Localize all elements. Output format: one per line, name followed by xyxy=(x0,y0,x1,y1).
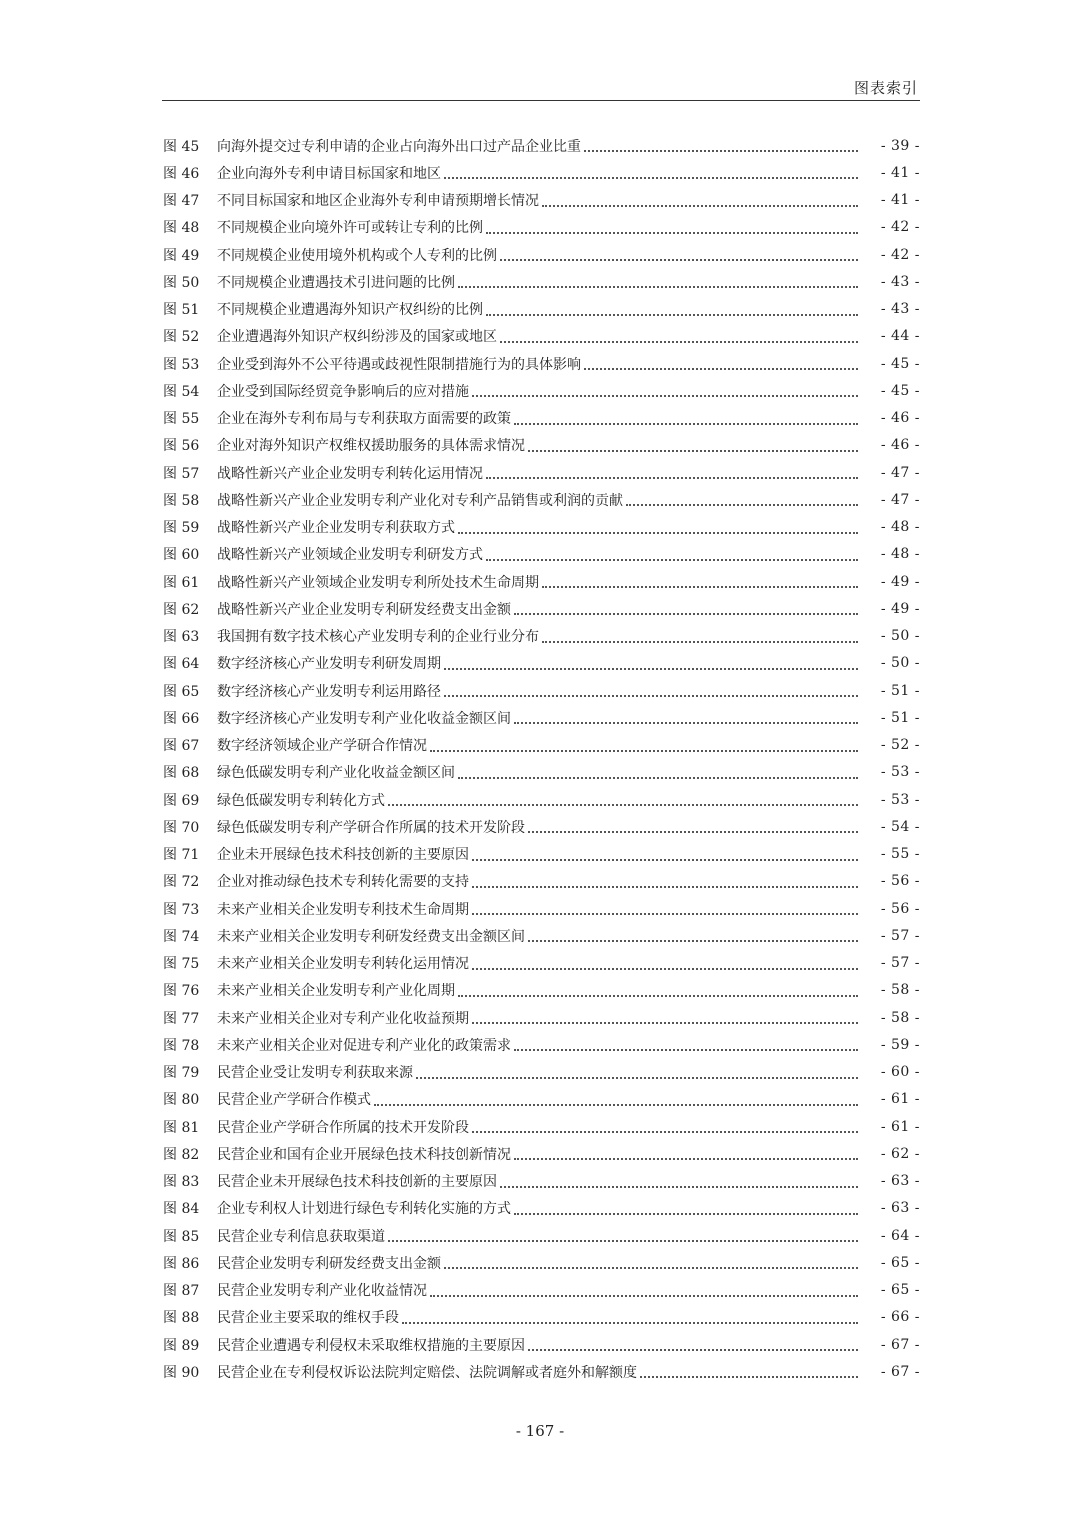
figure-label: 图 81 xyxy=(163,1119,200,1136)
page-ref: - 61 - xyxy=(880,1118,920,1135)
toc-entry[interactable] xyxy=(163,1140,920,1167)
figure-title: 不同规模企业遭遇技术引进问题的比例 xyxy=(217,274,455,291)
dot-leader xyxy=(514,1157,858,1160)
running-header-title: 图表索引 xyxy=(853,79,918,97)
figure-label: 图 49 xyxy=(163,247,200,264)
dot-leader xyxy=(444,176,858,179)
toc-entry[interactable] xyxy=(163,132,920,159)
dot-leader xyxy=(402,1321,858,1324)
page-ref: - 63 - xyxy=(880,1200,920,1217)
dot-leader xyxy=(528,830,858,833)
figure-label: 图 74 xyxy=(163,928,200,945)
toc-entry[interactable] xyxy=(163,677,920,704)
figure-title: 民营企业发明专利研发经费支出金额 xyxy=(217,1255,441,1272)
dot-leader xyxy=(458,994,858,997)
figure-label: 图 75 xyxy=(163,956,200,973)
figure-label: 图 63 xyxy=(163,629,200,646)
page-ref: - 67 - xyxy=(880,1363,920,1380)
figure-label: 图 78 xyxy=(163,1037,200,1054)
page-ref: - 47 - xyxy=(880,491,920,508)
page-ref: - 58 - xyxy=(880,1009,920,1026)
dot-leader xyxy=(528,939,858,942)
page-ref: - 59 - xyxy=(880,1036,920,1053)
toc-entry[interactable] xyxy=(163,1086,920,1113)
figure-title: 民营企业遭遇专利侵权未采取维权措施的主要原因 xyxy=(217,1337,525,1354)
figure-label: 图 73 xyxy=(163,901,200,918)
figure-label: 图 46 xyxy=(163,165,200,182)
toc-entry[interactable] xyxy=(163,432,920,459)
figure-label: 图 60 xyxy=(163,547,200,564)
page-ref: - 55 - xyxy=(880,846,920,863)
page-ref: - 56 - xyxy=(880,873,920,890)
figure-title: 绿色低碳发明专利产学研合作所属的技术开发阶段 xyxy=(217,819,525,836)
figure-title: 企业向海外专利申请目标国家和地区 xyxy=(217,165,441,182)
dot-leader xyxy=(486,476,858,479)
figure-label: 图 52 xyxy=(163,329,200,346)
dot-leader xyxy=(472,1021,858,1024)
figure-label: 图 62 xyxy=(163,601,200,618)
dot-leader xyxy=(486,313,858,316)
page-ref: - 48 - xyxy=(880,546,920,563)
toc-entry[interactable] xyxy=(163,1222,920,1249)
dot-leader xyxy=(458,776,858,779)
dot-leader xyxy=(430,1294,858,1297)
dot-leader xyxy=(500,1185,858,1188)
figure-title: 数字经济领域企业产学研合作情况 xyxy=(217,738,427,755)
figure-title: 未来产业相关企业发明专利转化运用情况 xyxy=(217,956,469,973)
figure-label: 图 88 xyxy=(163,1310,200,1327)
page-ref: - 45 - xyxy=(880,355,920,372)
toc-entry[interactable] xyxy=(163,895,920,922)
header-divider xyxy=(162,100,920,101)
page-ref: - 47 - xyxy=(880,464,920,481)
figure-title: 未来产业相关企业发明专利产业化周期 xyxy=(217,983,455,1000)
figure-title: 绿色低碳发明专利产业化收益金额区间 xyxy=(217,765,455,782)
page-ref: - 65 - xyxy=(880,1254,920,1271)
figure-label: 图 70 xyxy=(163,819,200,836)
figure-title: 绿色低碳发明专利转化方式 xyxy=(217,792,385,809)
figure-label: 图 66 xyxy=(163,710,200,727)
page-ref: - 51 - xyxy=(880,682,920,699)
toc-entry[interactable] xyxy=(163,1358,920,1385)
page-ref: - 67 - xyxy=(880,1336,920,1353)
figure-title: 我国拥有数字技术核心产业发明专利的企业行业分布 xyxy=(217,629,539,646)
toc-entry[interactable] xyxy=(163,568,920,595)
dot-leader xyxy=(514,422,858,425)
figure-title: 未来产业相关企业对专利产业化收益预期 xyxy=(217,1010,469,1027)
figure-label: 图 55 xyxy=(163,411,200,428)
page-ref: - 41 - xyxy=(880,192,920,209)
figure-label: 图 69 xyxy=(163,792,200,809)
toc-entry[interactable] xyxy=(163,813,920,840)
toc-entry[interactable] xyxy=(163,377,920,404)
figure-title: 不同规模企业使用境外机构或个人专利的比例 xyxy=(217,247,497,264)
page-ref: - 46 - xyxy=(880,410,920,427)
toc-entry[interactable] xyxy=(163,786,920,813)
figure-title: 数字经济核心产业发明专利产业化收益金额区间 xyxy=(217,710,511,727)
figure-label: 图 83 xyxy=(163,1174,200,1191)
figure-label: 图 89 xyxy=(163,1337,200,1354)
figure-label: 图 45 xyxy=(163,138,200,155)
page-ref: - 57 - xyxy=(880,927,920,944)
figure-title: 民营企业和国有企业开展绿色技术科技创新情况 xyxy=(217,1146,511,1163)
figure-title: 不同目标国家和地区企业海外专利申请预期增长情况 xyxy=(217,193,539,210)
figure-title: 向海外提交过专利申请的企业占向海外出口过产品企业比重 xyxy=(217,138,581,155)
toc-entry[interactable] xyxy=(163,187,920,214)
toc-entry[interactable] xyxy=(163,1168,920,1195)
figure-label: 图 59 xyxy=(163,520,200,537)
figure-title: 战略性新兴产业领域企业发明专利所处技术生命周期 xyxy=(217,574,539,591)
page-ref: - 49 - xyxy=(880,600,920,617)
figure-title: 战略性新兴产业企业发明专利产业化对专利产品销售或利润的贡献 xyxy=(217,492,623,509)
figure-label: 图 57 xyxy=(163,465,200,482)
figure-title: 战略性新兴产业企业发明专利获取方式 xyxy=(217,520,455,537)
figure-title: 未来产业相关企业发明专利技术生命周期 xyxy=(217,901,469,918)
toc-entry[interactable] xyxy=(163,1059,920,1086)
toc-entry[interactable] xyxy=(163,1113,920,1140)
figure-title: 战略性新兴产业企业发明专利转化运用情况 xyxy=(217,465,483,482)
dot-leader xyxy=(500,258,858,261)
toc-entry[interactable] xyxy=(163,732,920,759)
figure-label: 图 76 xyxy=(163,983,200,1000)
figure-title: 民营企业主要采取的维权手段 xyxy=(217,1310,399,1327)
figure-label: 图 54 xyxy=(163,383,200,400)
figure-title: 民营企业在专利侵权诉讼法院判定赔偿、法院调解或者庭外和解额度 xyxy=(217,1364,637,1381)
figure-label: 图 50 xyxy=(163,274,200,291)
dot-leader xyxy=(444,694,858,697)
toc-entry[interactable] xyxy=(163,514,920,541)
figure-label: 图 67 xyxy=(163,738,200,755)
dot-leader xyxy=(514,1212,858,1215)
figure-title: 企业在海外专利布局与专利获取方面需要的政策 xyxy=(217,411,511,428)
figure-title: 企业受到海外不公平待遇或歧视性限制措施行为的具体影响 xyxy=(217,356,581,373)
figure-label: 图 72 xyxy=(163,874,200,891)
dot-leader xyxy=(416,1076,858,1079)
toc-entry[interactable] xyxy=(163,759,920,786)
dot-leader xyxy=(542,204,858,207)
dot-leader xyxy=(528,1348,858,1351)
figure-label: 图 61 xyxy=(163,574,200,591)
figure-title: 民营企业产学研合作所属的技术开发阶段 xyxy=(217,1119,469,1136)
figure-label: 图 64 xyxy=(163,656,200,673)
dot-leader xyxy=(514,721,858,724)
figure-title: 企业对推动绿色技术专利转化需要的支持 xyxy=(217,874,469,891)
figure-title: 企业对海外知识产权维权援助服务的具体需求情况 xyxy=(217,438,525,455)
toc-entry[interactable] xyxy=(163,350,920,377)
dot-leader xyxy=(430,749,858,752)
page-ref: - 41 - xyxy=(880,164,920,181)
toc-entry[interactable] xyxy=(163,1031,920,1058)
dot-leader xyxy=(444,1266,858,1269)
page-ref: - 42 - xyxy=(880,219,920,236)
dot-leader xyxy=(472,858,858,861)
dot-leader xyxy=(374,1103,858,1106)
figure-label: 图 90 xyxy=(163,1364,200,1381)
toc-entry[interactable] xyxy=(163,977,920,1004)
dot-leader xyxy=(514,612,858,615)
toc-entry[interactable] xyxy=(163,1004,920,1031)
page-ref: - 60 - xyxy=(880,1064,920,1081)
figure-label: 图 84 xyxy=(163,1201,200,1218)
toc-entry[interactable] xyxy=(163,486,920,513)
toc-entry[interactable] xyxy=(163,323,920,350)
dot-leader xyxy=(542,640,858,643)
figure-title: 数字经济核心产业发明专利运用路径 xyxy=(217,683,441,700)
toc-entry[interactable] xyxy=(163,1331,920,1358)
toc-entry[interactable] xyxy=(163,868,920,895)
toc-entry[interactable] xyxy=(163,296,920,323)
figure-title: 民营企业受让发明专利获取来源 xyxy=(217,1065,413,1082)
page-ref: - 43 - xyxy=(880,301,920,318)
page-ref: - 53 - xyxy=(880,791,920,808)
figure-title: 不同规模企业向境外许可或转让专利的比例 xyxy=(217,220,483,237)
figure-title: 民营企业产学研合作模式 xyxy=(217,1092,371,1109)
toc-entry[interactable] xyxy=(163,841,920,868)
toc-entry[interactable] xyxy=(163,704,920,731)
toc-entry[interactable] xyxy=(163,1195,920,1222)
figure-label: 图 48 xyxy=(163,220,200,237)
toc-entry[interactable] xyxy=(163,1277,920,1304)
dot-leader xyxy=(500,340,858,343)
dot-leader xyxy=(472,1130,858,1133)
page-ref: - 62 - xyxy=(880,1145,920,1162)
page-ref: - 45 - xyxy=(880,382,920,399)
dot-leader xyxy=(514,1048,858,1051)
page-ref: - 53 - xyxy=(880,764,920,781)
toc-entry[interactable] xyxy=(163,268,920,295)
toc-entry[interactable] xyxy=(163,405,920,432)
figure-label: 图 82 xyxy=(163,1146,200,1163)
page-ref: - 44 - xyxy=(880,328,920,345)
page-ref: - 65 - xyxy=(880,1282,920,1299)
dot-leader xyxy=(486,558,858,561)
dot-leader xyxy=(486,231,858,234)
page-ref: - 66 - xyxy=(880,1309,920,1326)
dot-leader xyxy=(640,1375,858,1378)
dot-leader xyxy=(542,585,858,588)
page-ref: - 42 - xyxy=(880,246,920,263)
dot-leader xyxy=(584,367,858,370)
page-ref: - 64 - xyxy=(880,1227,920,1244)
dot-leader xyxy=(626,503,858,506)
figure-label: 图 51 xyxy=(163,302,200,319)
figure-label: 图 80 xyxy=(163,1092,200,1109)
figure-title: 民营企业未开展绿色技术科技创新的主要原因 xyxy=(217,1174,497,1191)
dot-leader xyxy=(472,967,858,970)
figure-label: 图 58 xyxy=(163,492,200,509)
toc-entry[interactable] xyxy=(163,623,920,650)
figure-label: 图 79 xyxy=(163,1065,200,1082)
page-ref: - 48 - xyxy=(880,519,920,536)
toc-entry[interactable] xyxy=(163,650,920,677)
toc-entry[interactable] xyxy=(163,214,920,241)
figure-label: 图 85 xyxy=(163,1228,200,1245)
page-ref: - 61 - xyxy=(880,1091,920,1108)
page-ref: - 58 - xyxy=(880,982,920,999)
page-ref: - 56 - xyxy=(880,900,920,917)
page-ref: - 50 - xyxy=(880,655,920,672)
figure-title: 企业遭遇海外知识产权纠纷涉及的国家或地区 xyxy=(217,329,497,346)
dot-leader xyxy=(472,885,858,888)
toc-entry[interactable] xyxy=(163,1304,920,1331)
page-ref: - 49 - xyxy=(880,573,920,590)
figure-label: 图 53 xyxy=(163,356,200,373)
figure-title: 战略性新兴产业领域企业发明专利研发方式 xyxy=(217,547,483,564)
page-ref: - 43 - xyxy=(880,273,920,290)
figure-title: 民营企业发明专利产业化收益情况 xyxy=(217,1283,427,1300)
toc-entry[interactable] xyxy=(163,541,920,568)
figure-title: 未来产业相关企业发明专利研发经费支出金额区间 xyxy=(217,928,525,945)
dot-leader xyxy=(388,1239,858,1242)
figure-title: 不同规模企业遭遇海外知识产权纠纷的比例 xyxy=(217,302,483,319)
figure-index-list xyxy=(163,132,920,1386)
figure-title: 未来产业相关企业对促进专利产业化的政策需求 xyxy=(217,1037,511,1054)
dot-leader xyxy=(458,531,858,534)
page-ref: - 51 - xyxy=(880,709,920,726)
dot-leader xyxy=(444,667,858,670)
toc-entry[interactable] xyxy=(163,241,920,268)
toc-entry[interactable] xyxy=(163,595,920,622)
page-ref: - 57 - xyxy=(880,955,920,972)
figure-label: 图 65 xyxy=(163,683,200,700)
dot-leader xyxy=(584,149,858,152)
toc-entry[interactable] xyxy=(163,922,920,949)
toc-entry[interactable] xyxy=(163,1249,920,1276)
figure-label: 图 47 xyxy=(163,193,200,210)
page-ref: - 52 - xyxy=(880,737,920,754)
page-ref: - 39 - xyxy=(880,137,920,154)
toc-entry[interactable] xyxy=(163,459,920,486)
figure-title: 数字经济核心产业发明专利研发周期 xyxy=(217,656,441,673)
page-ref: - 46 - xyxy=(880,437,920,454)
dot-leader xyxy=(528,449,858,452)
toc-entry[interactable] xyxy=(163,950,920,977)
dot-leader xyxy=(458,285,858,288)
figure-label: 图 86 xyxy=(163,1255,200,1272)
page-number: - 167 - xyxy=(515,1422,565,1440)
page-ref: - 54 - xyxy=(880,818,920,835)
figure-title: 企业未开展绿色技术科技创新的主要原因 xyxy=(217,847,469,864)
dot-leader xyxy=(472,394,858,397)
figure-label: 图 68 xyxy=(163,765,200,782)
figure-title: 民营企业专利信息获取渠道 xyxy=(217,1228,385,1245)
figure-title: 企业受到国际经贸竞争影响后的应对措施 xyxy=(217,383,469,400)
toc-entry[interactable] xyxy=(163,159,920,186)
dot-leader xyxy=(472,912,858,915)
dot-leader xyxy=(388,803,858,806)
figure-label: 图 77 xyxy=(163,1010,200,1027)
page-ref: - 50 - xyxy=(880,628,920,645)
figure-title: 企业专利权人计划进行绿色专利转化实施的方式 xyxy=(217,1201,511,1218)
page-ref: - 63 - xyxy=(880,1173,920,1190)
figure-label: 图 71 xyxy=(163,847,200,864)
figure-title: 战略性新兴产业企业发明专利研发经费支出金额 xyxy=(217,601,511,618)
figure-label: 图 56 xyxy=(163,438,200,455)
figure-label: 图 87 xyxy=(163,1283,200,1300)
